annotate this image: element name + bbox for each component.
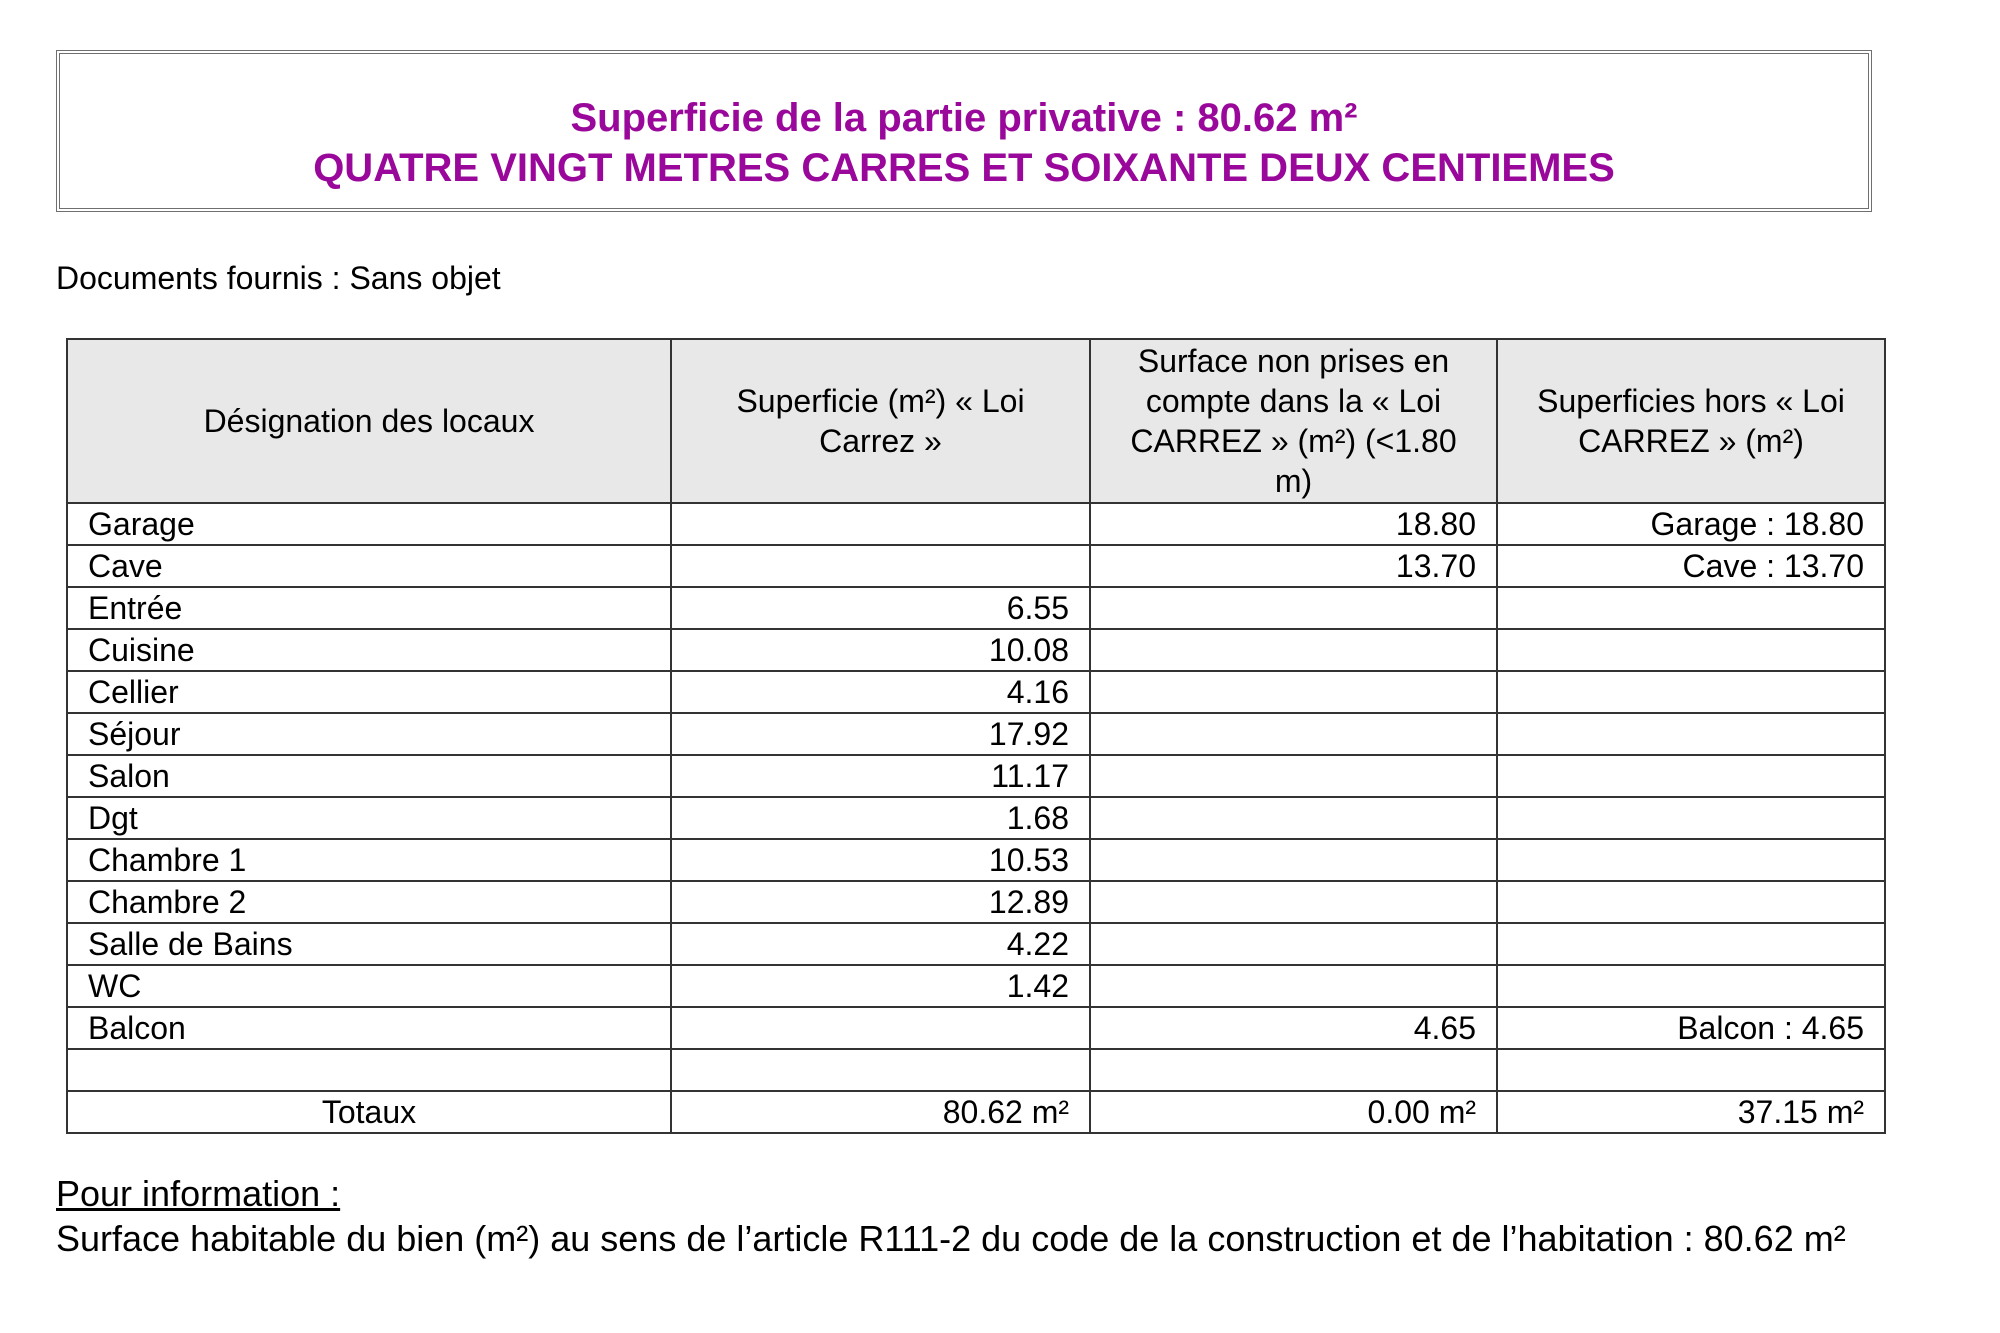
cell-hors-carrez [1497, 713, 1885, 755]
cell-non-prise [1090, 965, 1497, 1007]
cell-hors-carrez [1497, 965, 1885, 1007]
cell-non-prise: 13.70 [1090, 545, 1497, 587]
table-header-row [67, 339, 1885, 503]
totals-row [67, 1091, 1885, 1133]
info-title: Pour information : [56, 1173, 341, 1214]
total-hors-carrez: 37.15 m² [1497, 1091, 1885, 1133]
table-row [67, 1007, 1885, 1049]
cell-designation: Balcon [67, 1007, 671, 1049]
cell-carrez: 6.55 [671, 587, 1090, 629]
cell-carrez: 1.42 [671, 965, 1090, 1007]
cell-hors-carrez [1497, 755, 1885, 797]
cell-hors-carrez [1497, 839, 1885, 881]
table-row [67, 503, 1885, 545]
cell-carrez: 12.89 [671, 881, 1090, 923]
title-box [56, 50, 1872, 212]
cell-designation: Chambre 2 [67, 881, 671, 923]
table-row [67, 923, 1885, 965]
cell-hors-carrez [1497, 923, 1885, 965]
table-row [67, 881, 1885, 923]
table-row [67, 839, 1885, 881]
cell-hors-carrez [1497, 797, 1885, 839]
table-row [67, 755, 1885, 797]
cell-non-prise [1090, 923, 1497, 965]
cell-hors-carrez: Cave : 13.70 [1497, 545, 1885, 587]
cell-carrez [671, 1049, 1090, 1091]
header-designation: Désignation des locaux [67, 339, 671, 503]
cell-carrez: 10.08 [671, 629, 1090, 671]
cell-carrez: 4.16 [671, 671, 1090, 713]
cell-carrez: 1.68 [671, 797, 1090, 839]
cell-hors-carrez: Balcon : 4.65 [1497, 1007, 1885, 1049]
cell-hors-carrez [1497, 1049, 1885, 1091]
cell-carrez: 4.22 [671, 923, 1090, 965]
cell-designation: Chambre 1 [67, 839, 671, 881]
cell-non-prise: 4.65 [1090, 1007, 1497, 1049]
cell-non-prise [1090, 755, 1497, 797]
cell-hors-carrez [1497, 671, 1885, 713]
cell-carrez [671, 545, 1090, 587]
cell-non-prise [1090, 671, 1497, 713]
cell-carrez [671, 1007, 1090, 1049]
cell-designation: WC [67, 965, 671, 1007]
cell-designation: Cuisine [67, 629, 671, 671]
cell-non-prise [1090, 1049, 1497, 1091]
title-surface-in-words: QUATRE VINGT METRES CARRES ET SOIXANTE DEUX CENTIEMES [313, 146, 1615, 190]
header-surface-non-prise: Surface non prises en compte dans la « Loi CARREZ » (m²) (<1.80 m) [1090, 339, 1497, 503]
header-hors-carrez: Superficies hors « Loi CARREZ » (m²) [1497, 339, 1885, 503]
table-row [67, 713, 1885, 755]
cell-designation: Dgt [67, 797, 671, 839]
header-superficie-carrez: Superficie (m²) « Loi Carrez » [671, 339, 1090, 503]
totals-label: Totaux [67, 1091, 671, 1133]
surfaces-table [66, 338, 1886, 1134]
documents-provided: Documents fournis : Sans objet [56, 260, 501, 296]
cell-carrez: 10.53 [671, 839, 1090, 881]
table-row [67, 797, 1885, 839]
cell-designation [67, 1049, 671, 1091]
cell-hors-carrez [1497, 587, 1885, 629]
table-row [67, 965, 1885, 1007]
cell-designation: Cave [67, 545, 671, 587]
info-text: Surface habitable du bien (m²) au sens de l’article R111-2 du code de la construction et de l’habitation : 80.62 m² [56, 1218, 1846, 1259]
cell-hors-carrez [1497, 881, 1885, 923]
cell-non-prise [1090, 713, 1497, 755]
cell-designation: Entrée [67, 587, 671, 629]
table-row [67, 671, 1885, 713]
table-row [67, 587, 1885, 629]
cell-non-prise [1090, 839, 1497, 881]
cell-non-prise [1090, 881, 1497, 923]
title-surface: Superficie de la partie privative : 80.62 m² [570, 96, 1358, 140]
cell-non-prise [1090, 587, 1497, 629]
cell-designation: Salle de Bains [67, 923, 671, 965]
cell-hors-carrez: Garage : 18.80 [1497, 503, 1885, 545]
cell-designation: Séjour [67, 713, 671, 755]
cell-non-prise: 18.80 [1090, 503, 1497, 545]
cell-designation: Garage [67, 503, 671, 545]
cell-designation: Salon [67, 755, 671, 797]
cell-non-prise [1090, 629, 1497, 671]
table-row [67, 545, 1885, 587]
cell-designation: Cellier [67, 671, 671, 713]
cell-carrez: 11.17 [671, 755, 1090, 797]
cell-carrez: 17.92 [671, 713, 1090, 755]
total-carrez: 80.62 m² [671, 1091, 1090, 1133]
cell-hors-carrez [1497, 629, 1885, 671]
table-row [67, 629, 1885, 671]
table-row [67, 1049, 1885, 1091]
total-non-prise: 0.00 m² [1090, 1091, 1497, 1133]
cell-carrez [671, 503, 1090, 545]
cell-non-prise [1090, 797, 1497, 839]
